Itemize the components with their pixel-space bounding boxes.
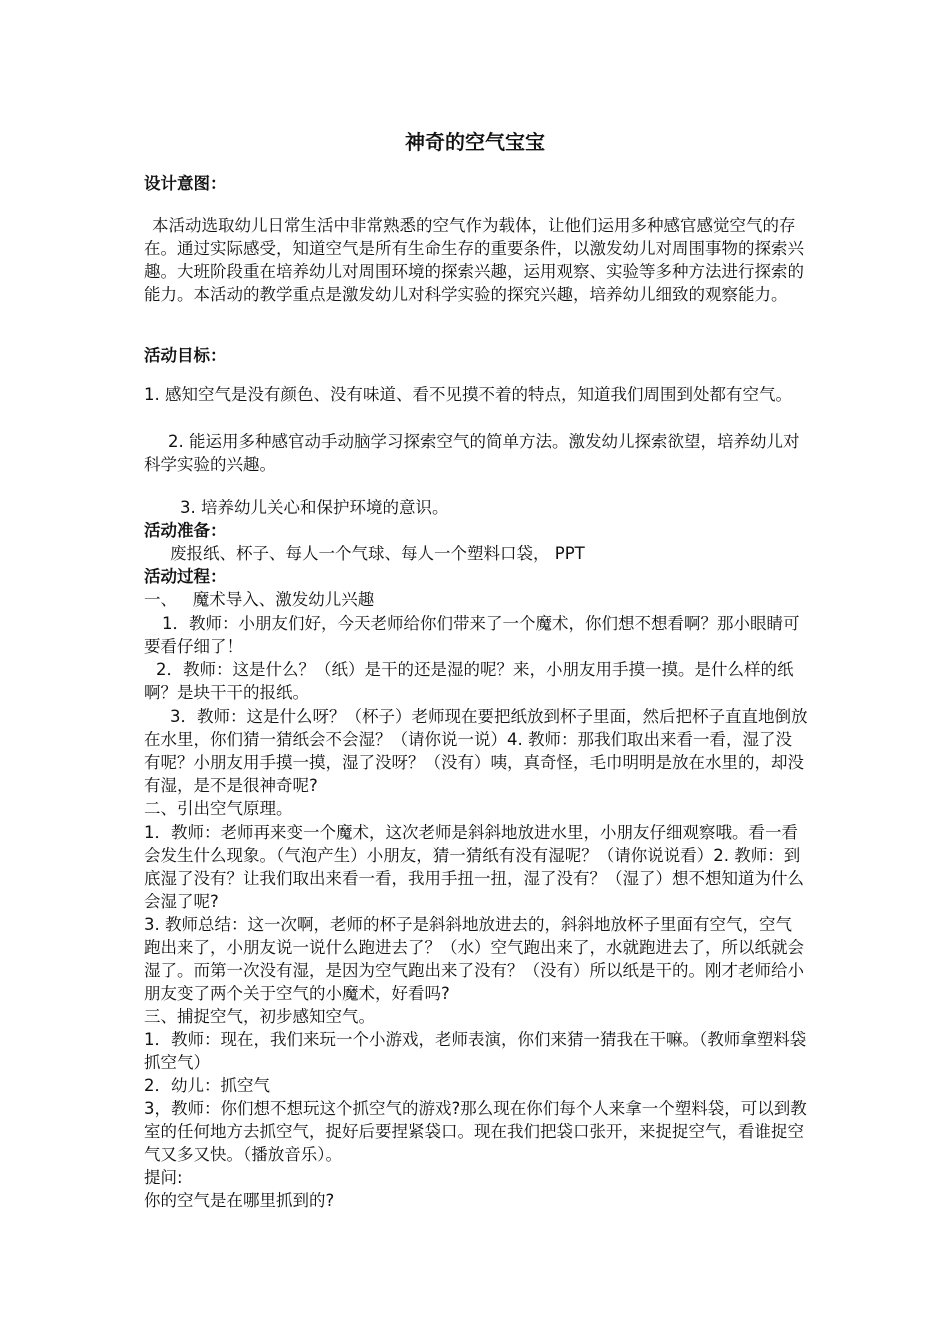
section-1-p3: 3．教师：这是什么呀？（杯子）老师现在要把纸放到杯子里面，然后把杯子直直地倒放在水里，你们猜一猜纸会不会湿？（请你说一说）4. 教师：那我们取出来看一看，湿了没有呢？小朋友用手摸一摸，湿了没呀？（没有）咦，真奇怪，毛巾明明是放在水里的，却没有湿，是不是很神奇呢? bbox=[144, 707, 808, 795]
prep-text: 废报纸、杯子、每人一个气球、每人一个塑料口袋， PPT bbox=[170, 544, 585, 563]
section-1-p1: 1．教师：小朋友们好，今天老师给你们带来了一个魔术，你们想不想看啊？那小眼睛可要看仔细了！ bbox=[144, 614, 800, 656]
section-2-p2: 3. 教师总结：这一次啊，老师的杯子是斜斜地放进去的，斜斜地放杯子里面有空气，空气跑出来了，小朋友说一说什么跑进去了？（水）空气跑出来了，水就跑进去了，所以纸就会湿了。而第一次没有湿，是因为空气跑出来了没有？（没有）所以纸是干的。刚才老师给小朋友变了两个关于空气的小魔术，好看吗? bbox=[144, 915, 804, 1003]
section-1-p2: 2．教师：这是什么？（纸）是干的还是湿的呢？来，小朋友用手摸一摸。是什么样的纸啊？是块干干的报纸。 bbox=[144, 660, 794, 702]
section-3-title: 三、捕捉空气，初步感知空气。 bbox=[144, 1007, 375, 1026]
section-3-p1: 1．教师：现在，我们来玩一个小游戏，老师表演，你们来猜一猜我在干嘛。（教师拿塑料袋抓空气） bbox=[144, 1030, 807, 1072]
goal-1: 1. 感知空气是没有颜色、没有味道、看不见摸不着的特点，知道我们周围到处都有空气。 bbox=[144, 385, 792, 404]
question-label: 提问: bbox=[144, 1168, 183, 1187]
section-3-p3: 3，教师：你们想不想玩这个抓空气的游戏?那么现在你们每个人来拿一个塑料袋，可以到教室的任何地方去抓空气，捉好后要捏紧袋口。现在我们把袋口张开，来捉捉空气，看谁捉空气又多又快。（播放音乐）。 bbox=[144, 1099, 807, 1164]
section-3-p2: 2．幼儿：抓空气 bbox=[144, 1076, 270, 1095]
document-title: 神奇的空气宝宝 bbox=[405, 130, 545, 154]
section-2-p1: 1．教师：老师再来变一个魔术，这次老师是斜斜地放进水里，小朋友仔细观察哦。看一看会发生什么现象。（气泡产生）小朋友，猜一猜纸有没有湿呢？（请你说说看）2. 教师：到底湿了没有？让我们取出来看一看，我用手扭一扭，湿了没有？（湿了）想不想知道为什么会湿了呢? bbox=[144, 823, 804, 911]
goal-2: 2. 能运用多种感官动手动脑学习探索空气的简单方法。激发幼儿探索欲望，培养幼儿对科学实验的兴趣。 bbox=[144, 432, 800, 474]
goals-heading: 活动目标： bbox=[144, 346, 227, 365]
goal-3: 3. 培养幼儿关心和保护环境的意识。 bbox=[180, 498, 449, 517]
section-1-title: 一、 魔术导入、激发幼儿兴趣 bbox=[144, 590, 375, 609]
process-heading: 活动过程： bbox=[144, 567, 227, 586]
section-2-title: 二、引出空气原理。 bbox=[144, 799, 293, 818]
design-paragraph: 本活动选取幼儿日常生活中非常熟悉的空气作为载体，让他们运用多种感官感觉空气的存在。通过实际感受，知道空气是所有生命生存的重要条件，以激发幼儿对周围事物的探索兴趣。大班阶段重在培养幼儿对周围环境的探索兴趣，运用观察、实验等多种方法进行探索的能力。本活动的教学重点是激发幼儿对科学实验的探究兴趣，培养幼儿细致的观察能力。 bbox=[144, 216, 804, 304]
question-text: 你的空气是在哪里抓到的? bbox=[144, 1191, 335, 1210]
prep-heading: 活动准备： bbox=[144, 521, 227, 540]
design-heading: 设计意图： bbox=[144, 174, 227, 193]
